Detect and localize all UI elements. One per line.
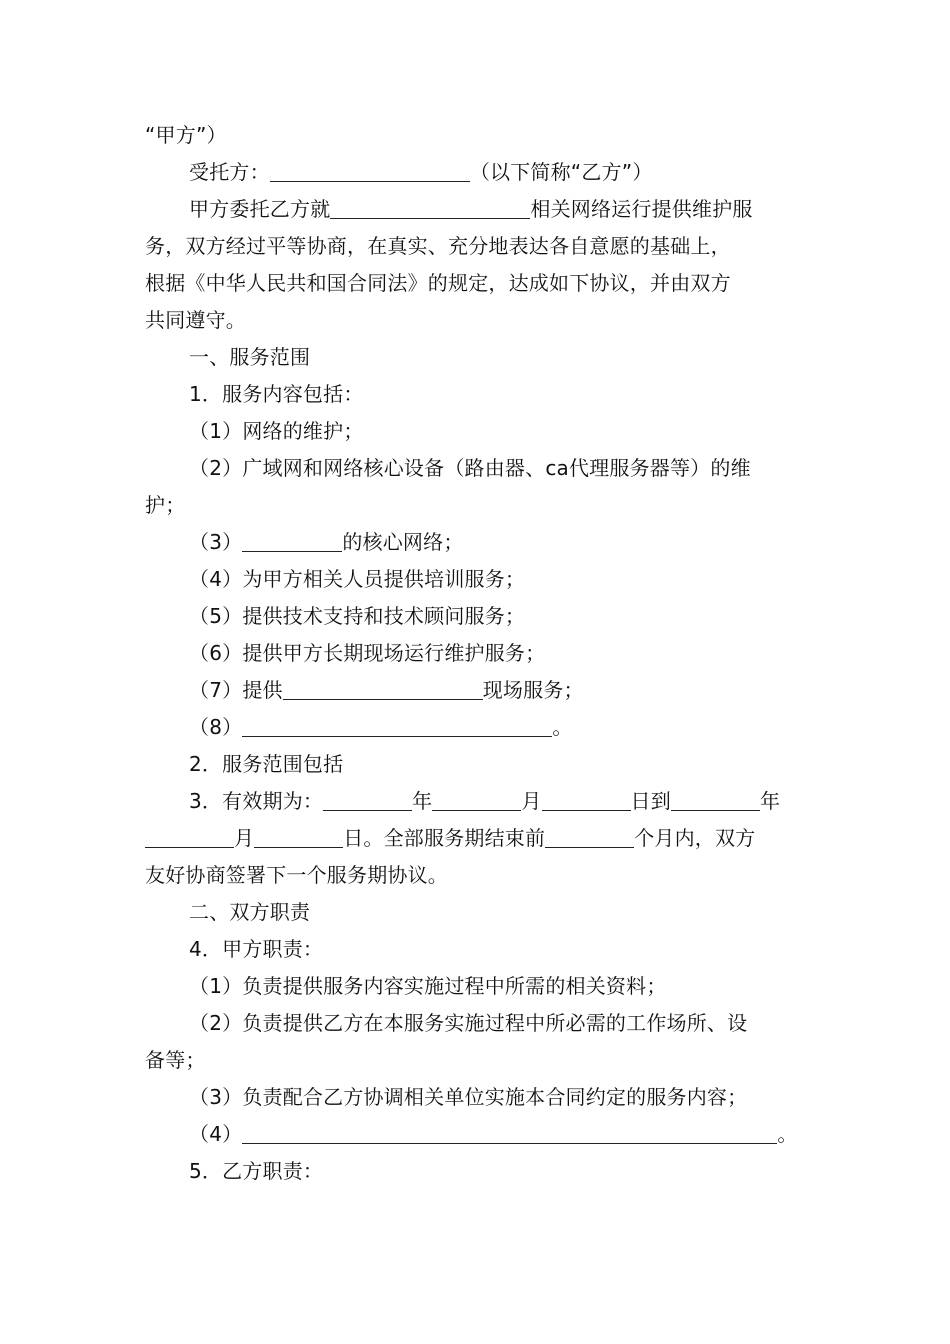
text-fragment: 共同遵守。	[145, 308, 246, 332]
text-fragment: 1．服务内容包括：	[189, 382, 364, 406]
text-fragment: 根据《中华人民共和国合同法》的规定，达成如下协议，并由双方	[145, 271, 731, 295]
start-day-blank[interactable]	[542, 786, 631, 811]
preamble-line	[145, 191, 810, 228]
start-month-blank[interactable]	[432, 786, 521, 811]
list-item	[145, 968, 810, 1005]
trustee-blank[interactable]	[270, 157, 470, 182]
text-fragment: 护；	[145, 493, 186, 517]
text-fragment: （7）提供	[189, 678, 283, 702]
text-line	[145, 265, 810, 302]
text-fragment: 年	[759, 789, 781, 813]
text-fragment: （4）	[189, 1122, 243, 1146]
text-fragment: 日到	[630, 789, 671, 813]
clause-heading	[145, 376, 810, 413]
text-fragment: 。	[777, 1122, 798, 1146]
text-fragment: 。	[552, 715, 573, 739]
clause-heading	[145, 746, 810, 783]
text-fragment: 务，双方经过平等协商，在真实、充分地表达各自意愿的基础上，	[145, 234, 731, 258]
text-fragment: （2）广域网和网络核心设备（路由器、ca代理服务器等）的维	[189, 456, 751, 480]
text-fragment: 的核心网络；	[342, 530, 464, 554]
text-line	[145, 1042, 810, 1079]
text-fragment: 一、服务范围	[189, 345, 311, 369]
text-line	[145, 857, 810, 894]
text-fragment: （8）	[189, 715, 243, 739]
end-day-blank[interactable]	[254, 823, 343, 848]
text-fragment: 2．服务范围包括	[189, 752, 344, 776]
text-fragment: （4）为甲方相关人员提供培训服务；	[189, 567, 526, 591]
text-fragment: 受托方：	[189, 160, 270, 184]
section-heading	[145, 894, 810, 931]
list-item	[145, 561, 810, 598]
text-fragment: （1）负责提供服务内容实施过程中所需的相关资料；	[189, 974, 667, 998]
end-month-blank[interactable]	[145, 823, 234, 848]
text-line	[145, 302, 810, 339]
start-year-blank[interactable]	[323, 786, 412, 811]
list-item	[145, 635, 810, 672]
network-blank[interactable]	[330, 194, 530, 219]
text-fragment: 相关网络运行提供维护服	[530, 197, 753, 221]
list-item	[145, 1005, 810, 1042]
other-service-blank[interactable]	[242, 712, 552, 737]
text-fragment: 友好协商签署下一个服务期协议。	[145, 863, 448, 887]
text-fragment: （3）负责配合乙方协调相关单位实施本合同约定的服务内容；	[189, 1085, 748, 1109]
text-fragment: 个月内，双方	[634, 826, 756, 850]
onsite-service-blank[interactable]	[283, 675, 483, 700]
text-fragment: 月	[521, 789, 542, 813]
validity-line	[145, 783, 810, 820]
text-fragment: 甲方委托乙方就	[189, 197, 331, 221]
text-line	[145, 228, 810, 265]
party-a-other-blank[interactable]	[242, 1119, 777, 1144]
text-fragment: 4．甲方职责：	[189, 937, 324, 961]
text-fragment: 备等；	[145, 1048, 206, 1072]
text-fragment: （以下简称“乙方”）	[469, 160, 653, 184]
text-line	[145, 487, 810, 524]
text-fragment: 现场服务；	[482, 678, 584, 702]
validity-line	[145, 820, 810, 857]
list-item	[145, 524, 810, 561]
list-item	[145, 450, 810, 487]
text-fragment: 月	[234, 826, 255, 850]
months-blank[interactable]	[545, 823, 634, 848]
text-fragment: 3．有效期为：	[189, 789, 324, 813]
list-item	[145, 598, 810, 635]
clause-heading	[145, 1153, 810, 1190]
text-fragment: 二、双方职责	[189, 900, 311, 924]
text-fragment: 年	[412, 789, 433, 813]
text-fragment: （2）负责提供乙方在本服务实施过程中所必需的工作场所、设	[189, 1011, 748, 1035]
section-heading	[145, 339, 810, 376]
list-item	[145, 672, 810, 709]
list-item	[145, 1079, 810, 1116]
clause-heading	[145, 931, 810, 968]
trustee-line	[145, 154, 810, 191]
list-item	[145, 413, 810, 450]
text-fragment: （5）提供技术支持和技术顾问服务；	[189, 604, 526, 628]
list-item	[145, 1116, 810, 1153]
end-year-blank[interactable]	[671, 786, 760, 811]
text-fragment: （1）网络的维护；	[189, 419, 364, 443]
text-fragment: （6）提供甲方长期现场运行维护服务；	[189, 641, 546, 665]
text-fragment: 日。全部服务期结束前	[343, 826, 546, 850]
text-fragment: “甲方”）	[145, 123, 227, 147]
text-fragment: 5．乙方职责：	[189, 1159, 324, 1183]
text-line	[145, 117, 810, 154]
core-network-blank[interactable]	[242, 527, 342, 552]
text-fragment: （3）	[189, 530, 243, 554]
list-item	[145, 709, 810, 746]
